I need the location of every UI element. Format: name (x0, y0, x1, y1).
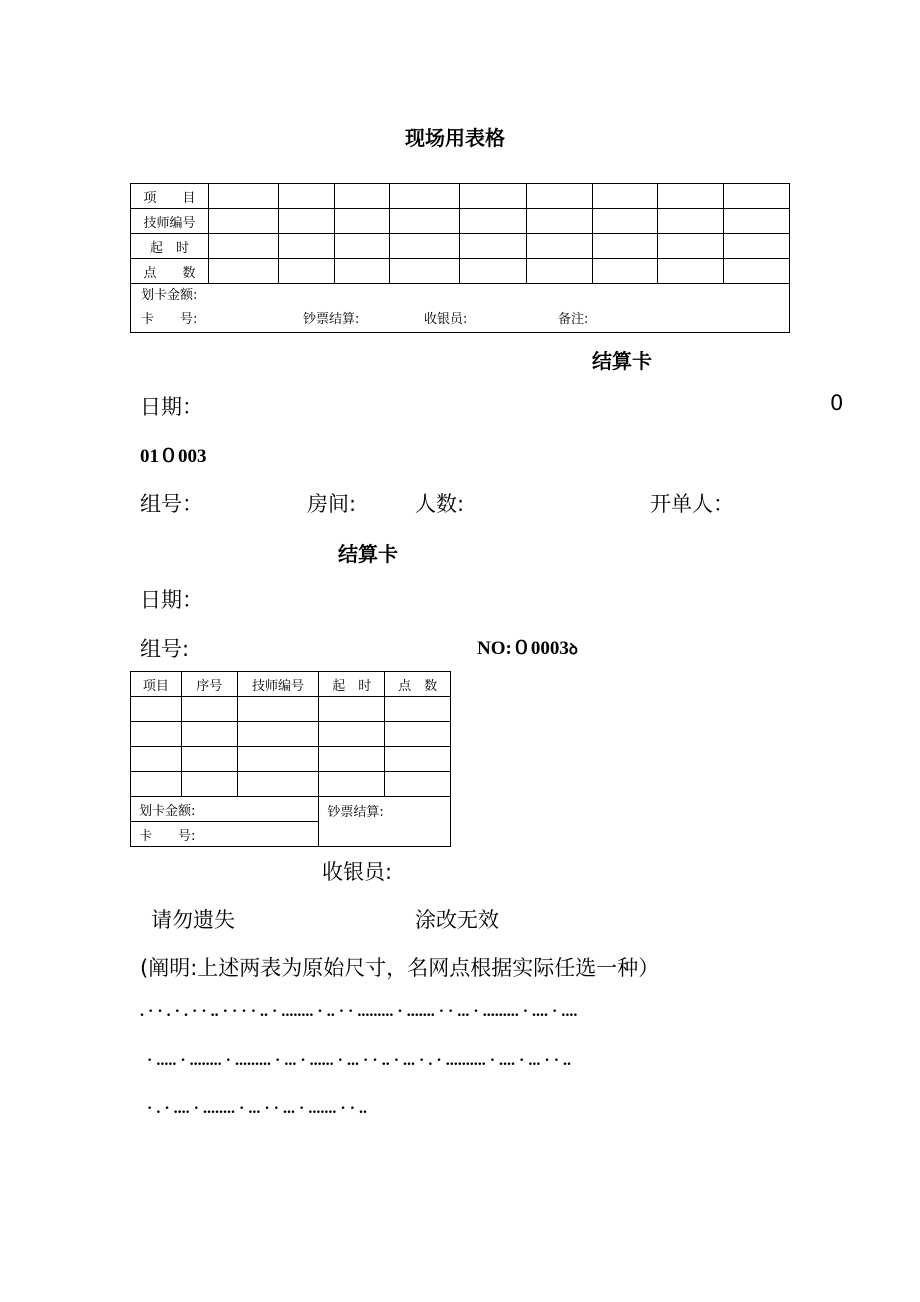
table-row (131, 234, 790, 259)
col-header-seq: 序号 (181, 672, 237, 697)
table-footer-row (131, 284, 790, 333)
card2-no-text: NO:０0003 (477, 638, 569, 659)
row-label-item: 项 目 (131, 184, 209, 209)
worksheet-table (130, 183, 790, 333)
dotted-line: . · · . · . · · .. · · · · .. · ........ · .. · · ......... · ....... · · ... · ......... · .... · .... (140, 1003, 578, 1020)
table-row (131, 259, 790, 284)
table-header-row (131, 672, 451, 697)
card2-title: 结算卡 (338, 542, 398, 566)
cashier-label: 收银员: (424, 312, 468, 327)
card-no-label: 卡 号: (141, 312, 198, 327)
card-no-label: 卡 号: (131, 822, 319, 847)
table-row (131, 722, 451, 747)
card1-room-label: 房间: (307, 492, 357, 516)
card1-group-label: 组号： (140, 492, 203, 516)
card2-group-label: 组号: (140, 637, 190, 661)
page-title: 现场用表格 (405, 126, 505, 150)
col-header-tech-no: 技师编号 (237, 672, 319, 697)
table-row (131, 697, 451, 722)
card-table (130, 671, 451, 847)
cashier-label: 收银员: (322, 860, 393, 884)
row-label-points: 点 数 (131, 259, 209, 284)
dotted-line: · ..... · ........ · ......... · ... · ...... · ... · · .. · ... · . · .......... · .... · ... · · .. (147, 1052, 572, 1069)
table-footer (131, 284, 790, 333)
card1-date-label: 日期： (140, 395, 203, 419)
col-header-item: 项目 (131, 672, 182, 697)
card1-opener-label: 开单人： (650, 492, 734, 516)
card2-mark: ꝺ (568, 642, 578, 658)
table-row (131, 772, 451, 797)
dotted-line: · . · .... · ........ · ... · · ... · ....... · · .. (147, 1100, 368, 1117)
card1-zero: 0 (830, 391, 844, 415)
table-row (131, 797, 451, 822)
row-label-tech-no: 技师编号 (131, 209, 209, 234)
card1-title: 结算卡 (592, 349, 652, 373)
notice-altered-invalid: 涂改无效 (415, 908, 499, 932)
swipe-amount-label: 划卡金额: (131, 797, 319, 822)
cash-label: 钞票结算: (303, 312, 360, 327)
table-row (131, 184, 790, 209)
card2-date-label: 日期： (140, 588, 203, 612)
card1-serial: 01０003 (140, 446, 207, 467)
remark-label: 备注: (558, 312, 589, 327)
table-row (131, 209, 790, 234)
col-header-start-time: 起 时 (319, 672, 385, 697)
col-header-points: 点 数 (385, 672, 451, 697)
card1-people-label: 人数: (415, 492, 465, 516)
cash-label: 钞票结算: (319, 797, 451, 847)
notice-dont-lose: 请勿遗失 (151, 908, 235, 932)
size-note: (阐明:上述两表为原始尺寸，名网点根据实际任选一种） (140, 956, 660, 980)
card2-no (477, 633, 578, 660)
table-row (131, 747, 451, 772)
row-label-start-time: 起 时 (131, 234, 209, 259)
swipe-amount-label: 划卡金额: (141, 288, 198, 303)
